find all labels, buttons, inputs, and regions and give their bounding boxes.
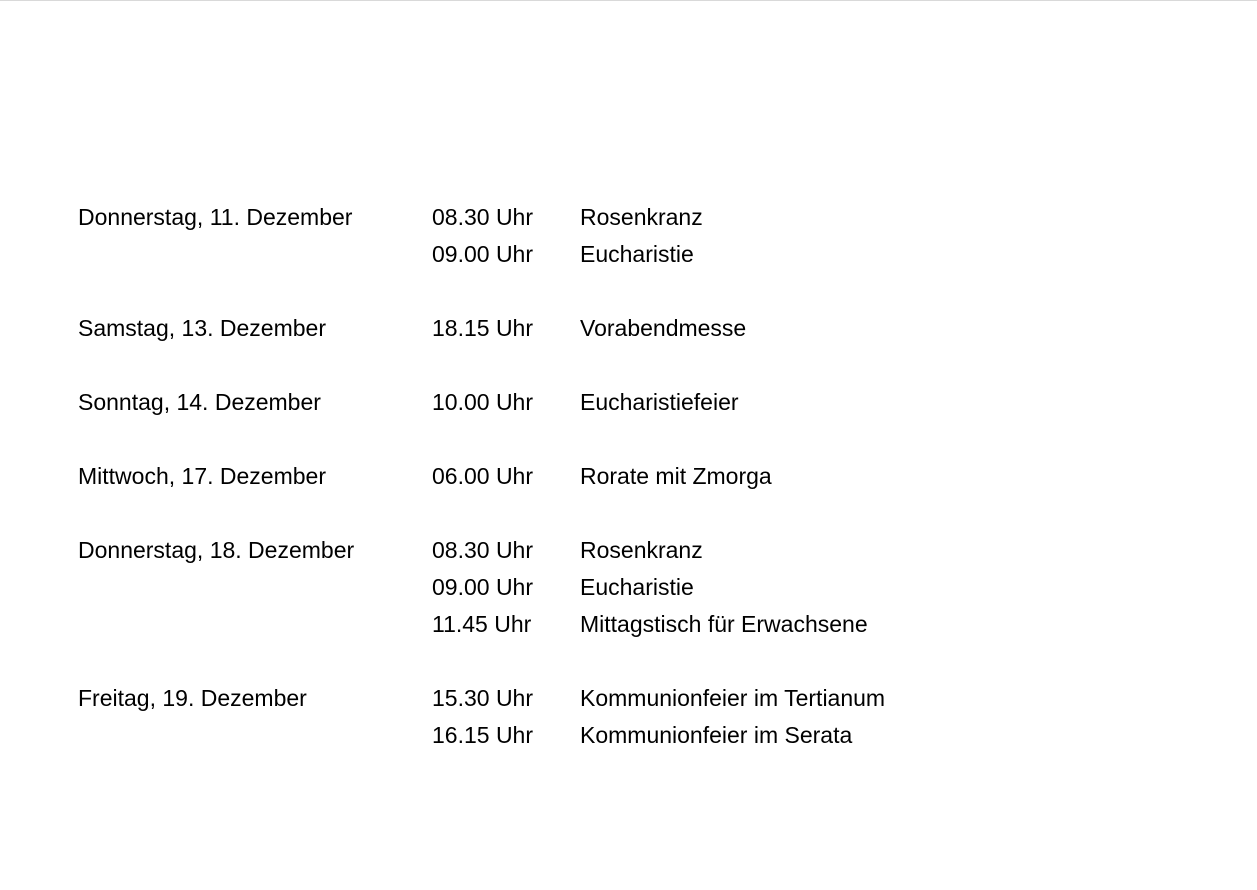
event-label: Kommunionfeier im Serata <box>580 722 853 748</box>
schedule-entry <box>78 532 1178 569</box>
schedule-entry <box>78 458 1178 495</box>
day-label: Samstag, 13. Dezember <box>78 315 327 341</box>
time-label: 10.00 Uhr <box>432 389 534 415</box>
time-label: 08.30 Uhr <box>432 537 534 563</box>
time-label: 06.00 Uhr <box>432 463 534 489</box>
time-label: 09.00 Uhr <box>432 241 534 267</box>
day-label: Donnerstag, 11. Dezember <box>78 204 353 230</box>
event-label: Kommunionfeier im Tertianum <box>580 685 886 711</box>
event-label: Eucharistie <box>580 574 694 600</box>
time-label: 15.30 Uhr <box>432 685 534 711</box>
day-label: Sonntag, 14. Dezember <box>78 389 321 415</box>
schedule-entry <box>78 384 1178 421</box>
event-label: Mittagstisch für Erwachsene <box>580 611 868 637</box>
day-label: Donnerstag, 18. Dezember <box>78 537 355 563</box>
schedule-entry <box>78 236 1178 273</box>
event-label: Rosenkranz <box>580 537 703 563</box>
time-label: 16.15 Uhr <box>432 722 534 748</box>
day-group <box>78 532 1178 643</box>
day-label: Mittwoch, 17. Dezember <box>78 463 326 489</box>
event-label: Rosenkranz <box>580 204 703 230</box>
schedule-entry <box>78 717 1178 754</box>
time-label: 18.15 Uhr <box>432 315 534 341</box>
schedule-entry <box>78 310 1178 347</box>
event-label: Eucharistiefeier <box>580 389 739 415</box>
top-divider <box>0 0 1257 1</box>
day-group <box>78 680 1178 754</box>
schedule-entry <box>78 680 1178 717</box>
time-label: 08.30 Uhr <box>432 204 534 230</box>
schedule-entry <box>78 199 1178 236</box>
day-group <box>78 310 1178 347</box>
day-group <box>78 199 1178 273</box>
day-group <box>78 458 1178 495</box>
day-label: Freitag, 19. Dezember <box>78 685 307 711</box>
schedule-entry <box>78 606 1178 643</box>
time-label: 11.45 Uhr <box>432 611 532 637</box>
day-group <box>78 384 1178 421</box>
time-label: 09.00 Uhr <box>432 574 534 600</box>
schedule-entry <box>78 569 1178 606</box>
event-label: Rorate mit Zmorga <box>580 463 772 489</box>
event-label: Eucharistie <box>580 241 694 267</box>
event-label: Vorabendmesse <box>580 315 747 341</box>
event-schedule <box>78 199 1178 791</box>
